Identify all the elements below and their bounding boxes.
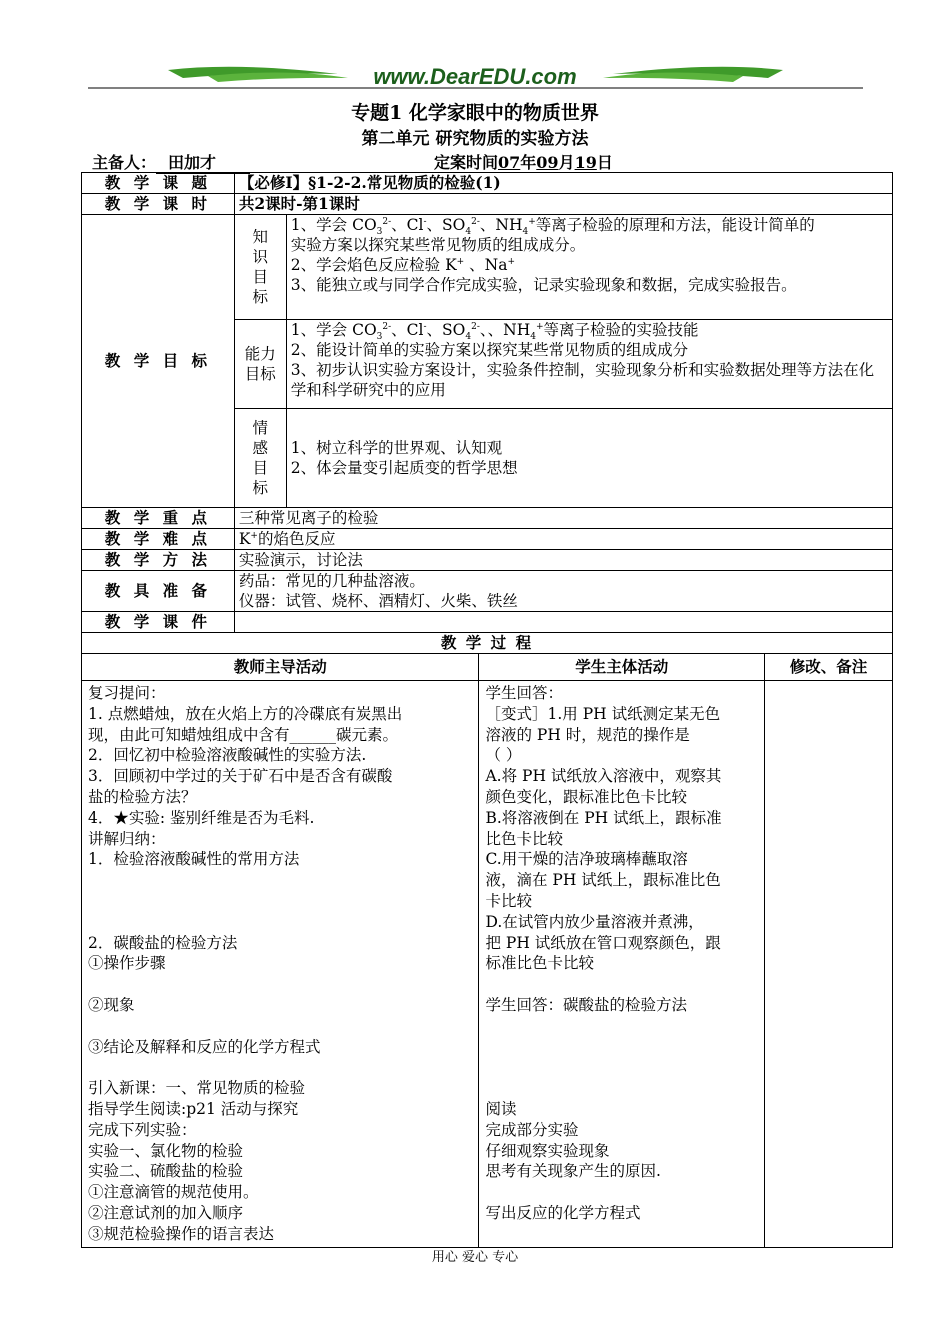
t-line xyxy=(88,870,472,891)
site-banner xyxy=(88,60,863,94)
t-line xyxy=(88,912,472,933)
s-line: 溶液的 PH 时，规范的操作是 xyxy=(485,725,690,744)
t-line: ③结论及解释和反应的化学方程式 xyxy=(88,1037,321,1056)
a1-a: 、Cl xyxy=(391,321,424,339)
s-line: ［变式］1.用 PH 试纸测定某无色 xyxy=(485,704,721,723)
s-line: C.用干燥的洁净玻璃棒蘸取溶 xyxy=(485,850,688,869)
s-line xyxy=(485,1057,758,1078)
s-line xyxy=(485,1182,758,1203)
knowledge-line-4: 3、能独立或与同学合作完成实验，记录实验现象和数据，完成实验报告。 xyxy=(290,276,797,294)
t-line xyxy=(88,974,472,995)
t-line: 现，由此可知蜡烛组成中含有______碳元素。 xyxy=(88,725,399,744)
t-line: 引入新课：一、常见物质的检验 xyxy=(88,1079,306,1098)
col-teacher-header: 教师主导活动 xyxy=(82,654,479,681)
date-day-unit: 日 xyxy=(596,153,613,172)
row-period xyxy=(82,194,893,215)
t-line: 讲解归纳： xyxy=(88,829,166,848)
t-line: 实验一、氯化物的检验 xyxy=(88,1141,244,1160)
s-line: 比色卡比较 xyxy=(485,829,563,848)
s-line: D.在试管内放少量溶液并煮沸， xyxy=(485,912,704,931)
s-line: A.将 PH 试纸放入溶液中，观察其 xyxy=(485,767,722,786)
s-line: 颜色变化，跟标准比色卡比较 xyxy=(485,787,687,806)
t-line: 3．回顾初中学过的关于矿石中是否含有碳酸 xyxy=(88,767,393,786)
page-title: 专题1 化学家眼中的物质世界 xyxy=(351,102,599,124)
row-knowledge xyxy=(82,215,893,320)
page-subtitle: 第二单元 研究物质的实验方法 xyxy=(361,129,589,149)
row-process-body xyxy=(82,681,893,1248)
date-label: 定案时间 xyxy=(434,153,499,172)
k1-d: 等离子检验的原理和方法，能设计简单的 xyxy=(535,216,815,234)
emotion-line-2: 2、体会量变引起质变的哲学思想 xyxy=(290,459,518,477)
row-tools xyxy=(82,571,893,612)
knowledge-line-3: 2、学会焰色反应检验 K+ 、Na+ xyxy=(290,256,515,274)
k1-pre: 1、学会 CO xyxy=(290,216,377,234)
key-label: 教 学 重 点 xyxy=(82,508,235,529)
s-line: 仔细观察实验现象 xyxy=(485,1141,610,1160)
s-line: B.将溶液倒在 PH 试纸上，跟标准 xyxy=(485,808,722,827)
goals-label: 教 学 目 标 xyxy=(82,215,235,508)
knowledge-line-2: 实验方案以探究某些常见物质的组成成分。 xyxy=(290,236,586,254)
student-activities xyxy=(479,681,765,1248)
s-line: （ ） xyxy=(485,746,522,765)
t-line: 复习提问： xyxy=(88,684,166,702)
date-year-unit: 年 xyxy=(520,153,537,172)
ability-line-2: 2、能设计简单的实验方案以探究某些常见物质的组成成分 xyxy=(290,341,689,359)
a1-pre: 1、学会 CO xyxy=(290,321,377,339)
s-line: 标准比色卡比较 xyxy=(485,954,594,973)
t-line: 指导学生阅读:p21 活动与探究 xyxy=(88,1099,299,1118)
ability-line-3: 3、初步认识实验方案设计，实验条件控制，实验现象分析和实验数据处理等方法在化学和科学研究中的应用 xyxy=(290,361,875,399)
k1-b: 、SO xyxy=(426,216,466,234)
t-line: ②注意试剂的加入顺序 xyxy=(88,1203,244,1222)
ability-label-text: 能力目标 xyxy=(244,345,276,383)
teacher-activities xyxy=(82,681,479,1248)
difficulty-label: 教 学 难 点 xyxy=(82,529,235,550)
ability-label xyxy=(234,320,286,409)
courseware-label: 教 学 课 件 xyxy=(82,612,235,633)
page-footer: 用心 爱心 专心 xyxy=(431,1250,519,1265)
process-title: 教 学 过 程 xyxy=(82,633,893,654)
col-student-header: 学生主体活动 xyxy=(479,654,765,681)
banner-graphic xyxy=(88,60,863,94)
author-name: 田加才 xyxy=(156,150,250,174)
method-value: 实验演示，讨论法 xyxy=(234,550,892,571)
tools-line-1: 药品：常见的几种盐溶液。 xyxy=(238,572,425,590)
s-line: 阅读 xyxy=(485,1099,517,1118)
method-label: 教 学 方 法 xyxy=(82,550,235,571)
emotion-line-1: 1、树立科学的世界观、认知观 xyxy=(290,439,503,457)
row-process-header xyxy=(82,654,893,681)
t-line: ①注意滴管的规范使用。 xyxy=(88,1183,259,1202)
s-line: 完成部分实验 xyxy=(485,1120,579,1139)
tools-label: 教 具 准 备 xyxy=(82,571,235,612)
row-process-title xyxy=(82,633,893,654)
t-line: 1．检验溶液酸碱性的常用方法 xyxy=(88,850,300,869)
row-key xyxy=(82,508,893,529)
k3-b: 、Na xyxy=(464,256,508,274)
s-line: 把 PH 试纸放在管口观察颜色，跟 xyxy=(485,933,721,952)
t-line: 4．★实验: 鉴别纤维是否为毛料. xyxy=(88,808,315,827)
row-difficulty xyxy=(82,529,893,550)
date-month: 09 xyxy=(536,153,559,172)
knowledge-label-text: 知识目标 xyxy=(252,228,269,306)
row-courseware xyxy=(82,612,893,633)
key-value: 三种常见离子的检验 xyxy=(234,508,892,529)
s-line xyxy=(485,1016,758,1037)
t-line: ①操作步骤 xyxy=(88,954,166,973)
k1-c: 、NH xyxy=(479,216,523,234)
tools-line-2: 仪器：试管、烧杯、酒精灯、火柴、铁丝 xyxy=(238,592,518,610)
t-line: 实验二、硫酸盐的检验 xyxy=(88,1162,244,1181)
knowledge-line-1: 1、学会 $CO_3^{2-}$、Cl-、$SO_4^{2-}$、$NH_4^+$等离子检验的原理和方法，能设计简单的 xyxy=(290,216,815,238)
t-line xyxy=(88,891,472,912)
site-url: www.DearEDU.com xyxy=(373,64,577,89)
difficulty-value-pre: K xyxy=(238,530,251,548)
tools-value xyxy=(234,571,892,612)
a1-b: 、SO xyxy=(426,321,466,339)
emotion-label-text: 情感目标 xyxy=(252,419,269,497)
row-topic xyxy=(82,173,893,194)
topic-label: 教 学 课 题 xyxy=(82,173,235,194)
knowledge-content xyxy=(286,215,892,320)
ability-content xyxy=(286,320,892,409)
col-notes-header: 修改、备注 xyxy=(765,654,893,681)
topic-value: 【必修Ⅰ】§1-2-2.常见物质的检验(1) xyxy=(234,173,892,194)
ability-line-1: 1、学会 $CO_3^{2-}$、Cl-、$SO_4^{2-}$、、$NH_4^+$等离子检验的实验技能 xyxy=(290,321,699,343)
s-line: 学生回答： xyxy=(485,684,563,702)
k3-a: 2、学会焰色反应检验 K xyxy=(290,256,457,274)
knowledge-label xyxy=(234,215,286,320)
t-line: ②现象 xyxy=(88,995,135,1014)
t-line xyxy=(88,1016,472,1037)
meta-line xyxy=(92,150,892,174)
s-line xyxy=(485,1078,758,1099)
notes-column xyxy=(765,681,893,1248)
k1-a: 、Cl xyxy=(391,216,424,234)
s-line: 学生回答：碳酸盐的检验方法 xyxy=(485,995,687,1014)
emotion-content xyxy=(286,409,892,508)
date-day: 19 xyxy=(574,153,597,172)
t-line: 2．回忆初中检验溶液酸碱性的实验方法. xyxy=(88,746,367,765)
t-line: 盐的检验方法？ xyxy=(88,787,197,806)
t-line: 完成下列实验： xyxy=(88,1120,197,1139)
a1-c: 、、NH xyxy=(479,321,531,339)
a1-d: 等离子检验的实验技能 xyxy=(543,321,699,339)
emotion-label xyxy=(234,409,286,508)
date-year: 07 xyxy=(498,153,521,172)
s-line xyxy=(485,1037,758,1058)
lesson-info-table xyxy=(81,172,893,633)
period-label: 教 学 课 时 xyxy=(82,194,235,215)
t-line: ③规范检验操作的语言表达 xyxy=(88,1224,275,1243)
s-line: 思考有关现象产生的原因. xyxy=(485,1162,661,1181)
author-label: 主备人： xyxy=(92,153,157,172)
courseware-value xyxy=(234,612,892,633)
row-method xyxy=(82,550,893,571)
t-line: 1. 点燃蜡烛，放在火焰上方的冷碟底有炭黑出 xyxy=(88,704,403,723)
date-info xyxy=(434,150,613,173)
t-line: 2．碳酸盐的检验方法 xyxy=(88,933,238,952)
s-line: 写出反应的化学方程式 xyxy=(485,1203,641,1222)
t-line xyxy=(88,1057,472,1078)
s-line: 液，滴在 PH 试纸上，跟标准比色 xyxy=(485,871,721,890)
date-month-unit: 月 xyxy=(558,153,575,172)
process-table xyxy=(81,632,893,1248)
difficulty-value-text: 的焰色反应 xyxy=(257,530,336,548)
s-line xyxy=(485,974,758,995)
period-value: 共2课时-第1课时 xyxy=(234,194,892,215)
s-line: 卡比较 xyxy=(485,891,532,910)
difficulty-value: K+的焰色反应 xyxy=(234,529,892,550)
